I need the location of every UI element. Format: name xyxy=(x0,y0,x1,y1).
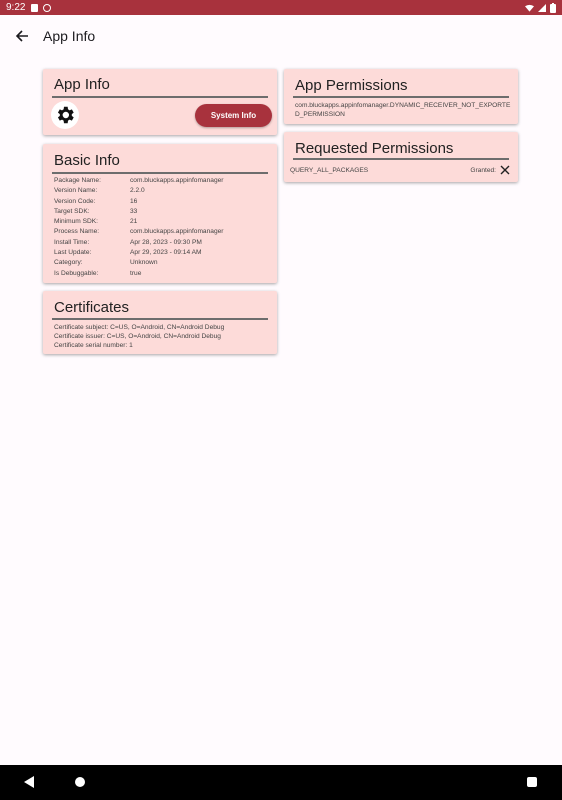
app-permissions-title: App Permissions xyxy=(295,77,408,94)
info-value: true xyxy=(130,269,142,277)
info-value: Unknown xyxy=(130,259,158,267)
info-key: Target SDK: xyxy=(54,207,90,215)
certificate-line: Certificate subject: C=US, O=Android, CN=Android Debug xyxy=(54,324,225,331)
info-key: Last Update: xyxy=(54,249,92,257)
basic-info-list xyxy=(54,176,223,279)
app-info-title: App Info xyxy=(54,76,110,93)
info-value: com.bluckapps.appinfomanager xyxy=(130,228,224,236)
certificate-line: Certificate issuer: C=US, O=Android, CN=Android Debug xyxy=(54,333,221,340)
app-info-card xyxy=(43,69,277,135)
info-value: 16 xyxy=(130,197,138,205)
granted-label: Granted: xyxy=(470,167,496,174)
info-value: 21 xyxy=(130,218,138,226)
info-key: Process Name: xyxy=(54,228,100,236)
system-navigation-bar xyxy=(0,765,562,800)
info-row xyxy=(54,248,223,258)
info-value: 33 xyxy=(130,207,138,215)
sd-card-icon xyxy=(31,4,38,12)
gear-icon xyxy=(54,104,76,126)
status-time: 9:22 xyxy=(6,2,26,13)
requested-permissions-title: Requested Permissions xyxy=(295,140,454,157)
info-row xyxy=(54,238,223,248)
divider xyxy=(293,158,509,160)
status-bar xyxy=(0,0,562,15)
permission-name: QUERY_ALL_PACKAGES xyxy=(290,167,369,174)
permission-text: com.bluckapps.appinfomanager.DYNAMIC_RECEIVER_NOT_EXPORTED_PERMISSION xyxy=(295,102,511,118)
info-key: Package Name: xyxy=(54,177,101,184)
info-key: Version Name: xyxy=(54,187,98,195)
certificates-card xyxy=(43,291,277,354)
page-title: App Info xyxy=(43,28,96,44)
info-value: com.bluckapps.appinfomanager xyxy=(130,177,224,184)
info-key: Minimum SDK: xyxy=(54,218,98,226)
divider xyxy=(52,172,268,174)
system-info-button[interactable]: System Info xyxy=(195,104,272,127)
nav-back-icon[interactable] xyxy=(24,776,34,788)
info-row xyxy=(54,258,223,268)
info-value: Apr 29, 2023 - 09:14 AM xyxy=(130,249,202,257)
info-value: 2.2.0 xyxy=(130,187,145,195)
info-row xyxy=(54,186,223,196)
divider xyxy=(52,318,268,320)
basic-info-card xyxy=(43,144,277,283)
basic-info-title: Basic Info xyxy=(54,152,120,169)
info-value: Apr 28, 2023 - 09:30 PM xyxy=(130,238,202,246)
back-button[interactable] xyxy=(12,26,32,46)
info-row xyxy=(54,227,223,237)
info-key: Install Time: xyxy=(54,238,90,246)
info-key: Category: xyxy=(54,259,83,267)
info-row xyxy=(54,197,223,207)
certificates-title: Certificates xyxy=(54,299,130,316)
info-key: Is Debuggable: xyxy=(54,269,99,277)
wifi-icon xyxy=(525,4,534,12)
sync-icon xyxy=(43,4,51,12)
info-row xyxy=(54,176,223,186)
info-row xyxy=(54,217,223,227)
certificate-line: Certificate serial number: 1 xyxy=(54,342,133,349)
info-row xyxy=(54,269,223,279)
arrow-left-icon xyxy=(15,29,29,43)
signal-icon xyxy=(538,4,546,12)
divider xyxy=(52,96,268,98)
info-key: Version Code: xyxy=(54,197,96,205)
certificates-list xyxy=(54,323,224,350)
nav-recents-icon[interactable] xyxy=(527,777,537,787)
battery-icon xyxy=(550,3,556,13)
requested-permissions-card xyxy=(284,132,518,182)
close-icon xyxy=(499,164,511,176)
nav-home-icon[interactable] xyxy=(75,777,85,787)
app-icon xyxy=(51,101,79,129)
divider xyxy=(293,96,509,98)
info-row xyxy=(54,207,223,217)
app-bar xyxy=(0,15,562,57)
app-permissions-card xyxy=(284,69,518,124)
